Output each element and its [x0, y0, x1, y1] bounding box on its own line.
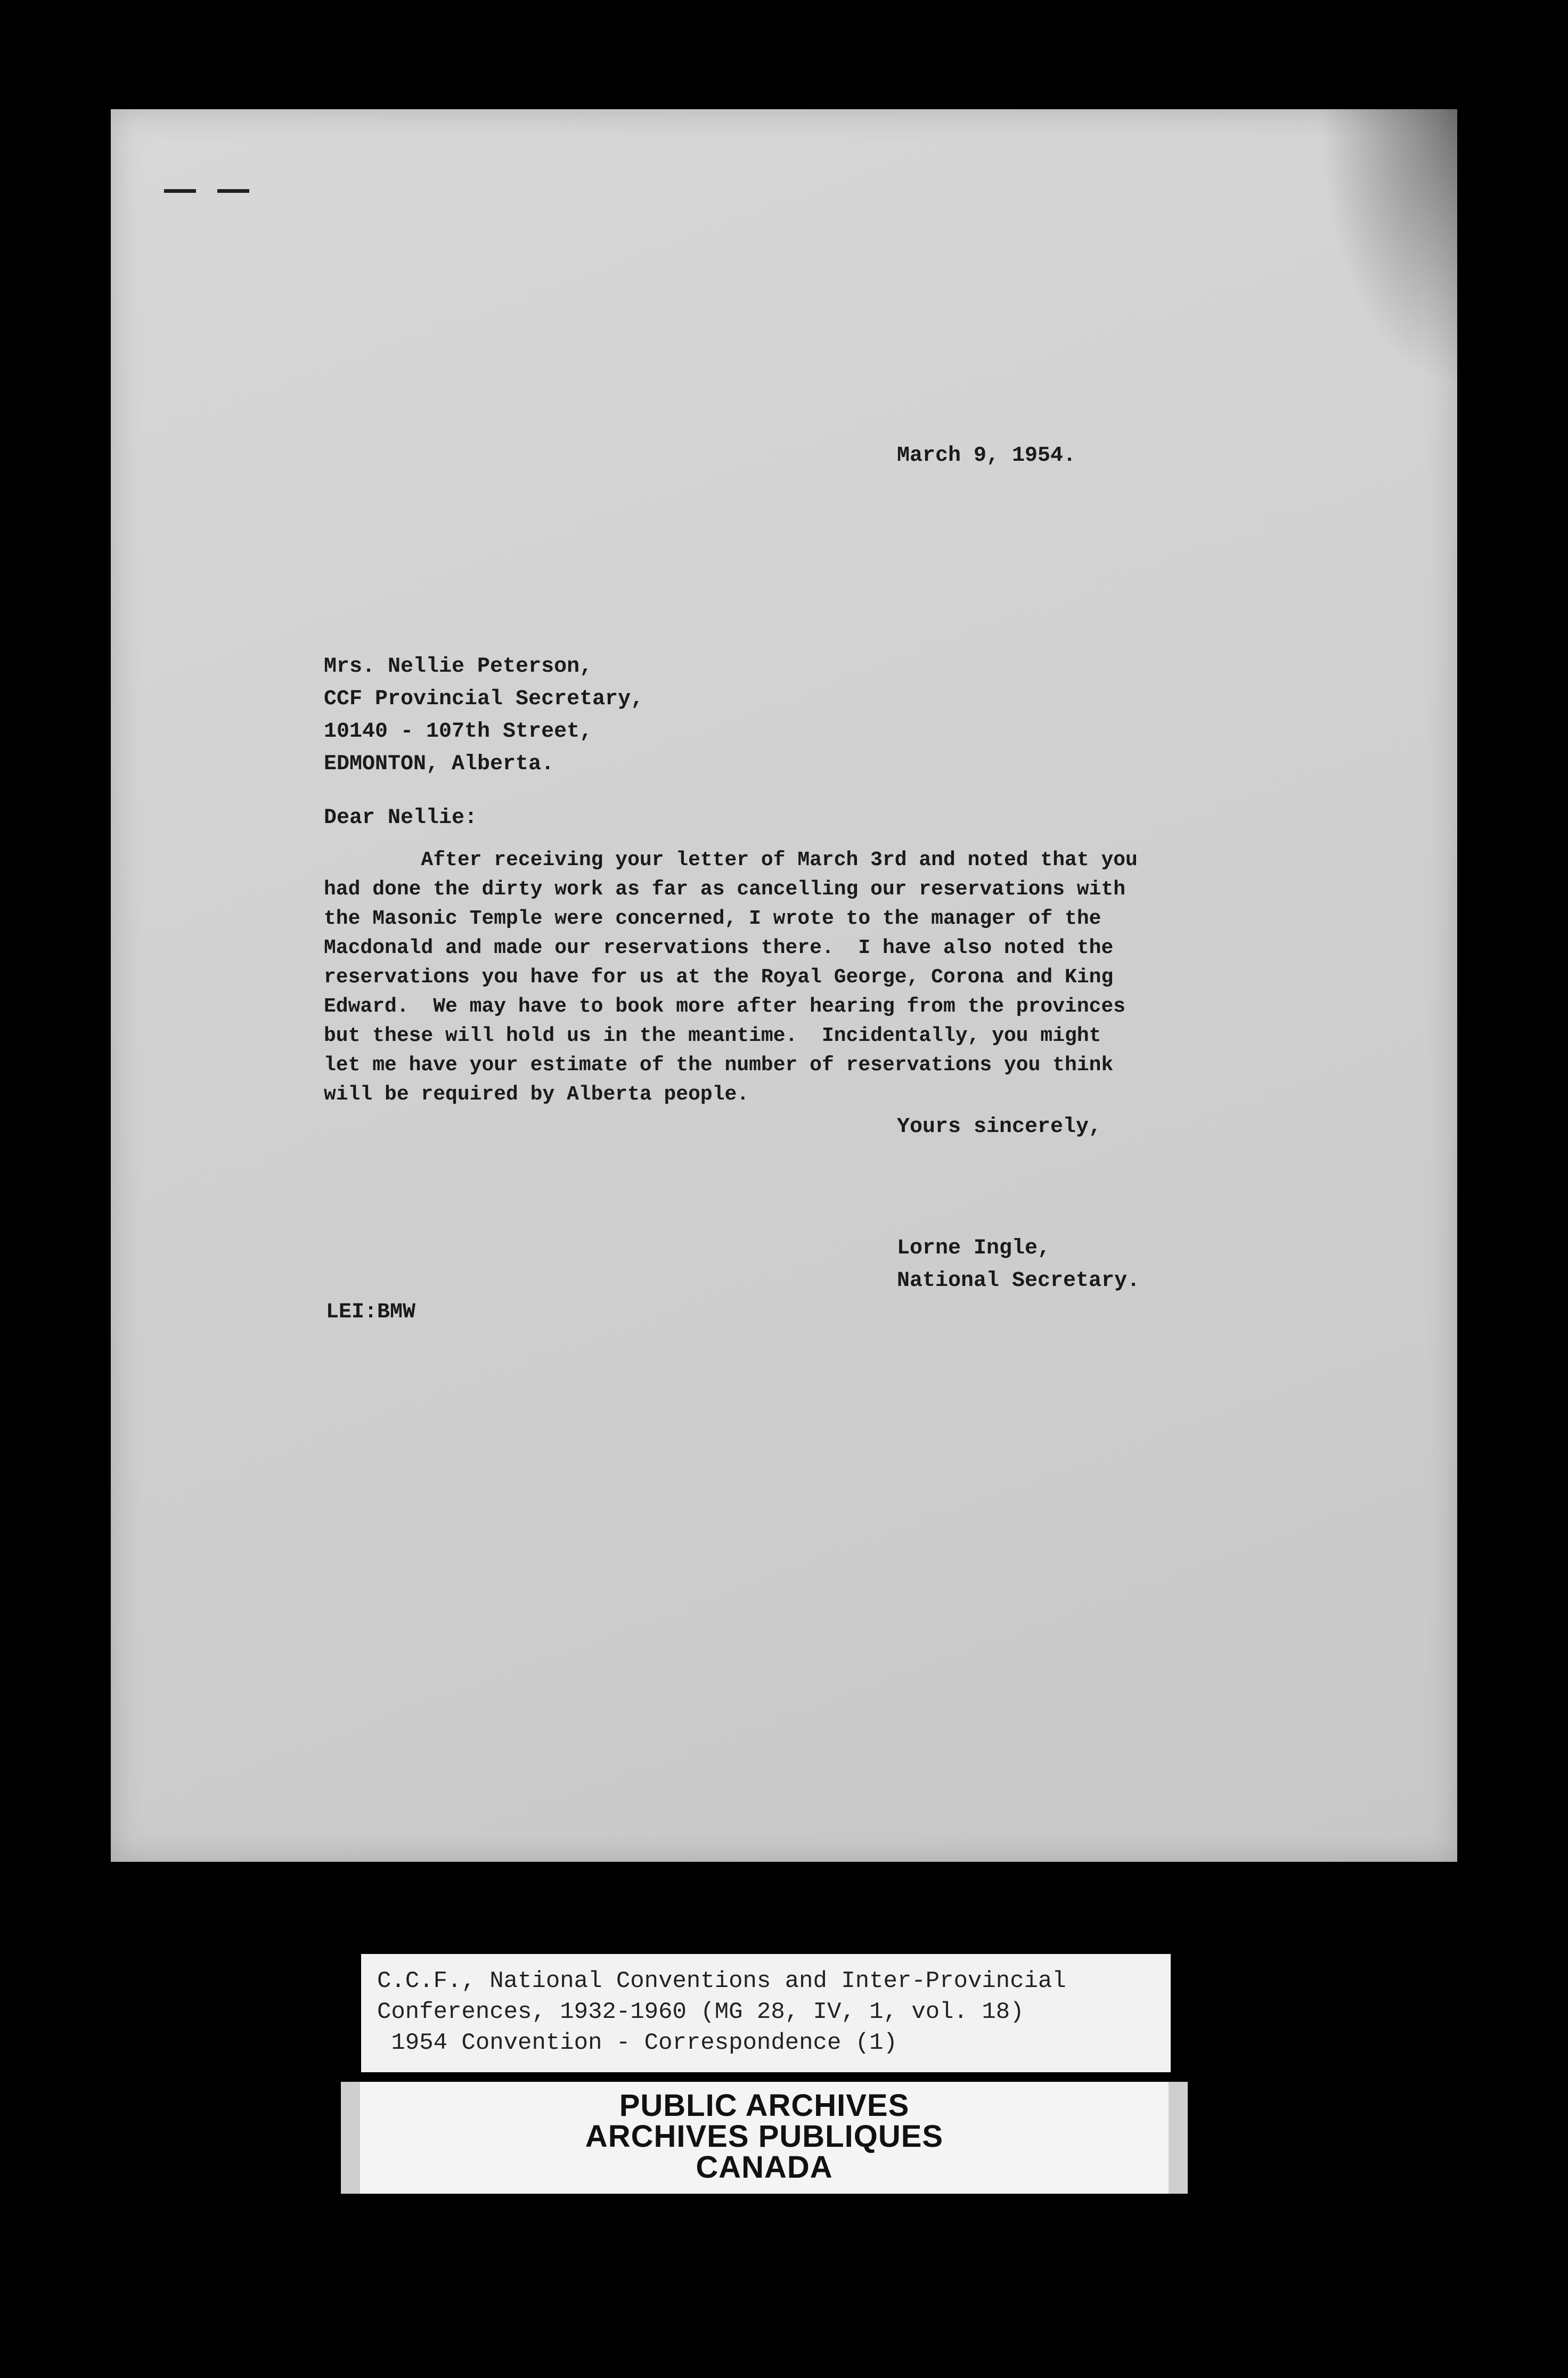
body-line: Macdonald and made our reservations there. I have also noted the: [324, 936, 1114, 959]
archive-label-line: C.C.F., National Conventions and Inter-Provincial: [377, 1968, 1066, 1994]
corner-mark: [217, 189, 249, 193]
signature-name: Lorne Ingle,: [897, 1236, 1051, 1260]
archive-stamp: [341, 2082, 1188, 2194]
archive-label: [361, 1954, 1171, 2072]
body-line: but these will hold us in the meantime. Incidentally, you might: [324, 1024, 1101, 1047]
closing: Yours sincerely,: [897, 1115, 1102, 1139]
archive-stamp-line: CANADA: [696, 2150, 833, 2185]
letter-date: March 9, 1954.: [897, 444, 1076, 468]
archive-label-line: 1954 Convention - Correspondence (1): [377, 2030, 897, 2056]
body-line: reservations you have for us at the Royal George, Corona and King: [324, 966, 1114, 989]
body-line: Edward. We may have to book more after hearing from the provinces: [324, 995, 1126, 1018]
typist-reference: LEI:BMW: [326, 1300, 416, 1324]
archive-label-line: Conferences, 1932-1960 (MG 28, IV, 1, vol. 18): [377, 1999, 1024, 2025]
letter-page: [111, 109, 1457, 1862]
body-line: After receiving your letter of March 3rd and noted that you: [324, 849, 1138, 872]
letter-body: [324, 845, 1138, 1109]
body-line: will be required by Alberta people.: [324, 1083, 749, 1106]
salutation: Dear Nellie:: [324, 806, 478, 830]
recipient-name: Mrs. Nellie Peterson,: [324, 655, 593, 679]
recipient-city: EDMONTON, Alberta.: [324, 752, 554, 776]
archive-stamp-line: ARCHIVES PUBLIQUES: [585, 2119, 944, 2154]
archive-stamp-line: PUBLIC ARCHIVES: [619, 2088, 910, 2123]
body-line: the Masonic Temple were concerned, I wrote to the manager of the: [324, 907, 1101, 930]
body-line: let me have your estimate of the number of reservations you think: [324, 1054, 1114, 1077]
body-line: had done the dirty work as far as cancelling our reservations with: [324, 878, 1126, 901]
corner-mark: [164, 189, 196, 193]
signature-title: National Secretary.: [897, 1269, 1140, 1293]
recipient-title: CCF Provincial Secretary,: [324, 687, 644, 711]
recipient-street: 10140 - 107th Street,: [324, 720, 593, 744]
